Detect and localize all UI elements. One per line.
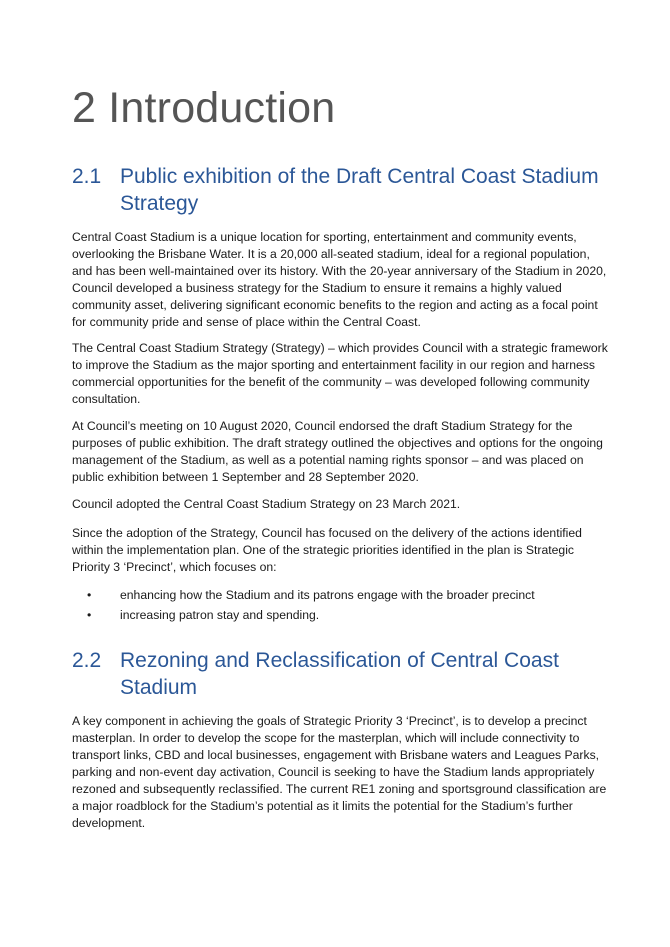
bullet-marker: • xyxy=(87,608,92,622)
section-number: 2.2 xyxy=(72,649,102,672)
paragraph: Since the adoption of the Strategy, Council has focused on the delivery of the actions identified within the implementation plan. One of the strategic priorities identified in the plan is Strategic Priority 3 ‘Precinct’, which focuses on: xyxy=(72,526,582,574)
list-item-text: increasing patron stay and spending. xyxy=(120,608,320,622)
section-heading-2-1 xyxy=(72,163,612,217)
bullet-list xyxy=(72,587,612,627)
list-item xyxy=(72,587,612,604)
paragraph: A key component in achieving the goals of Strategic Priority 3 ‘Precinct’, is to develop a precinct masterplan. In order to develop the scope for the masterplan, which will include connectivity to transport links, CBD and local businesses, engagement with Brisbane waters and Leagues Parks, parking and non-event day activation, Council is seeking to have the Stadium lands appropriately rezoned and subsequently reclassified. The current RE1 zoning and sportsground classification are a major roadblock for the Stadium’s potential as it limits the potential for the Stadium’s further development. xyxy=(72,714,607,830)
section-title: Rezoning and Reclassification of Central Coast Stadium xyxy=(120,649,559,699)
section-heading-2-2 xyxy=(72,647,612,701)
paragraph: The Central Coast Stadium Strategy (Strategy) – which provides Council with a strategic framework to improve the Stadium as the major sporting and entertainment facility in our region and harness commercial opportunities for the benefit of the community – was developed following community consultation. xyxy=(72,341,608,406)
section-number: 2.1 xyxy=(72,165,102,188)
section-title: Public exhibition of the Draft Central Coast Stadium Strategy xyxy=(120,165,599,215)
list-item xyxy=(72,607,612,624)
paragraph: At Council’s meeting on 10 August 2020, Council endorsed the draft Stadium Strategy for the purposes of public exhibition. The draft strategy outlined the objectives and options for the ongoing management of the Stadium, as well as a potential naming rights sponsor – and was placed on public exhibition between 1 September and 28 September 2020. xyxy=(72,419,603,484)
paragraph: Central Coast Stadium is a unique location for sporting, entertainment and community events, overlooking the Brisbane Water. It is a 20,000 all-seated stadium, ideal for a regional population, and has been well-maintained over its history. With the 20-year anniversary of the Stadium in 2020, Council developed a business strategy for the Stadium to ensure it remains a highly valued community asset, delivering significant economic benefits to the region and acting as a focal point for community pride and sense of place within the Central Coast. xyxy=(72,230,607,329)
list-item-text: enhancing how the Stadium and its patrons engage with the broader precinct xyxy=(120,588,535,602)
bullet-marker: • xyxy=(87,588,92,602)
paragraph: Council adopted the Central Coast Stadium Strategy on 23 March 2021. xyxy=(72,497,461,511)
page-title: 2 Introduction xyxy=(72,84,336,132)
